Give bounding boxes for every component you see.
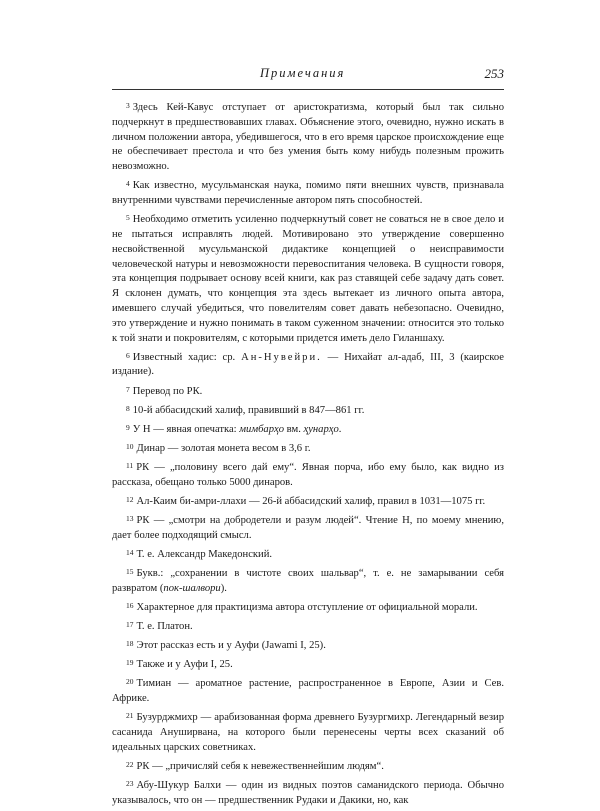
note-22 xyxy=(112,758,504,775)
note-text: . xyxy=(338,423,342,435)
note-20 xyxy=(112,675,504,707)
note-3 xyxy=(112,99,504,175)
note-number: 16 xyxy=(126,600,134,610)
note-number: 19 xyxy=(126,658,134,668)
note-text: 10-й аббасидский халиф, правивший в 847—861 гг. xyxy=(132,404,365,416)
note-10 xyxy=(112,440,504,457)
note-number: 10 xyxy=(126,441,134,451)
note-16 xyxy=(112,599,504,616)
note-number: 14 xyxy=(126,547,134,557)
note-text: Известный хадис: ср. xyxy=(132,351,242,363)
note-9 xyxy=(112,421,504,438)
note-13 xyxy=(112,512,504,544)
italic-term: мимбарҳо xyxy=(239,423,285,435)
note-number: 22 xyxy=(126,759,134,769)
note-text: Т. е. Александр Македонский. xyxy=(136,548,273,560)
note-19 xyxy=(112,656,504,673)
italic-term: пок-шалвори xyxy=(163,582,221,594)
note-number: 11 xyxy=(126,460,134,470)
note-21 xyxy=(112,709,504,755)
note-text: Перевод по РК. xyxy=(132,385,203,397)
note-text: Здесь Кей-Кавус отступает от аристократизма, который был так сильно подчеркнут в предшествовавших главах. Объяснение этого, очевидно, нужно искать в личном положении автора, убедившегося, что в его время царское происхождение еще не обеспечивает престола и что без умения быть кому нибудь полезным прожить невозможно. xyxy=(112,102,504,173)
note-number: 20 xyxy=(126,677,134,687)
header-rule xyxy=(112,89,504,90)
note-number: 6 xyxy=(126,350,130,360)
note-number: 5 xyxy=(126,213,130,223)
note-text: Необходимо отметить усиленно подчеркнутый совет не соваться не в свое дело и не пытаться исправлять людей. Мотивировано это утверждение совершенно несвойственной мусульманской дидактике концепцией о неисправимости человеческой натуры и невозможности перевоспитания человека. В сущности говоря, эта концепция подрывает основу всей книги, как раз ставящей себе задачу дать совет. Я склонен думать, что концепция эта здесь вытекает из личного опыта автора, имевшего случай убедиться, что повелителям совет давать небезопасно. Очевидно, это утверждение и нужно понимать в таком суженном значении: относится это только к той знати и покровителям, с которыми придется иметь дело Гиланшаху. xyxy=(112,214,504,344)
note-text: РК — „половину всего дай ему“. Явная порча, ибо ему было, как видно из рассказа, обещано только 5000 динаров. xyxy=(112,461,504,488)
note-number: 18 xyxy=(126,638,134,648)
note-text: Абу-Шукур Балхи — один из видных поэтов саманидского периода. Обычно указывалось, что он — предшественник Рудаки и Дакики, но, как xyxy=(112,779,504,806)
note-4 xyxy=(112,177,504,209)
note-7 xyxy=(112,383,504,400)
note-text: Т. е. Платон. xyxy=(136,620,193,632)
note-number: 21 xyxy=(126,711,134,721)
note-number: 4 xyxy=(126,179,130,189)
note-text: РК — „причисляй себя к невежественнейшим людям“. xyxy=(136,760,384,772)
note-text: вм. xyxy=(284,423,304,435)
note-text: РК — „смотри на добродетели и разум людей“. Чтение Н, по моему мнению, дает более подходящий смысл. xyxy=(112,514,504,541)
note-text: — Нихайат ал-адаб, III, 3 (каирское издание). xyxy=(112,351,505,378)
note-8 xyxy=(112,402,504,419)
running-title: Примечания xyxy=(260,66,346,80)
note-17 xyxy=(112,618,504,635)
note-5 xyxy=(112,211,504,346)
note-23 xyxy=(112,777,504,809)
spaced-author-name: Ан-Нувейри. xyxy=(241,351,322,363)
note-number: 7 xyxy=(126,384,130,394)
note-number: 15 xyxy=(126,566,134,576)
note-text: ). xyxy=(220,582,227,594)
note-text: У Н — явная опечатка: xyxy=(132,423,240,435)
note-14 xyxy=(112,546,504,563)
note-number: 3 xyxy=(126,101,130,110)
note-number: 12 xyxy=(126,494,134,504)
page-number: 253 xyxy=(484,66,504,81)
note-6 xyxy=(112,349,504,381)
note-number: 17 xyxy=(126,619,134,629)
note-text: Динар — золотая монета весом в 3,6 г. xyxy=(136,442,311,454)
note-number: 9 xyxy=(126,422,130,432)
note-text: Ал-Каим би-амри-ллахи — 26-й аббасидский халиф, правил в 1031—1075 гг. xyxy=(136,495,486,507)
note-text: Тимиан — ароматное растение, распространенное в Европе, Азии и Сев. Африке. xyxy=(112,678,504,704)
note-text: Как известно, мусульманская наука, помимо пяти внешних чувств, признавала внутренними чувствами перечисленные автором пять способностей. xyxy=(112,180,504,207)
note-number: 13 xyxy=(126,513,134,523)
note-text: Бузурджмихр — арабизованная форма древнего Бузургмихр. Легендарный везир сасанида Ануширвана, на которого были перенесены черты всех сказаний об идеальных царских советниках. xyxy=(112,712,504,753)
note-number: 8 xyxy=(126,403,130,413)
note-text: Также и у Ауфи I, 25. xyxy=(136,659,233,671)
note-number: 23 xyxy=(126,778,134,788)
running-header xyxy=(112,66,504,88)
note-text: Характерное для практицизма автора отступление от официальной морали. xyxy=(136,601,478,613)
note-11 xyxy=(112,459,504,491)
note-text: Букв.: „сохранении в чистоте своих шальвар“, т. е. не замарывании себя развратом ( xyxy=(112,567,504,594)
notes-list xyxy=(112,99,504,811)
note-18 xyxy=(112,637,504,654)
note-12 xyxy=(112,493,504,510)
italic-term: ҳунарҳо xyxy=(303,423,339,435)
note-15 xyxy=(112,565,504,597)
note-text: Этот рассказ есть и у Ауфи (Jawami I, 25). xyxy=(136,639,326,651)
